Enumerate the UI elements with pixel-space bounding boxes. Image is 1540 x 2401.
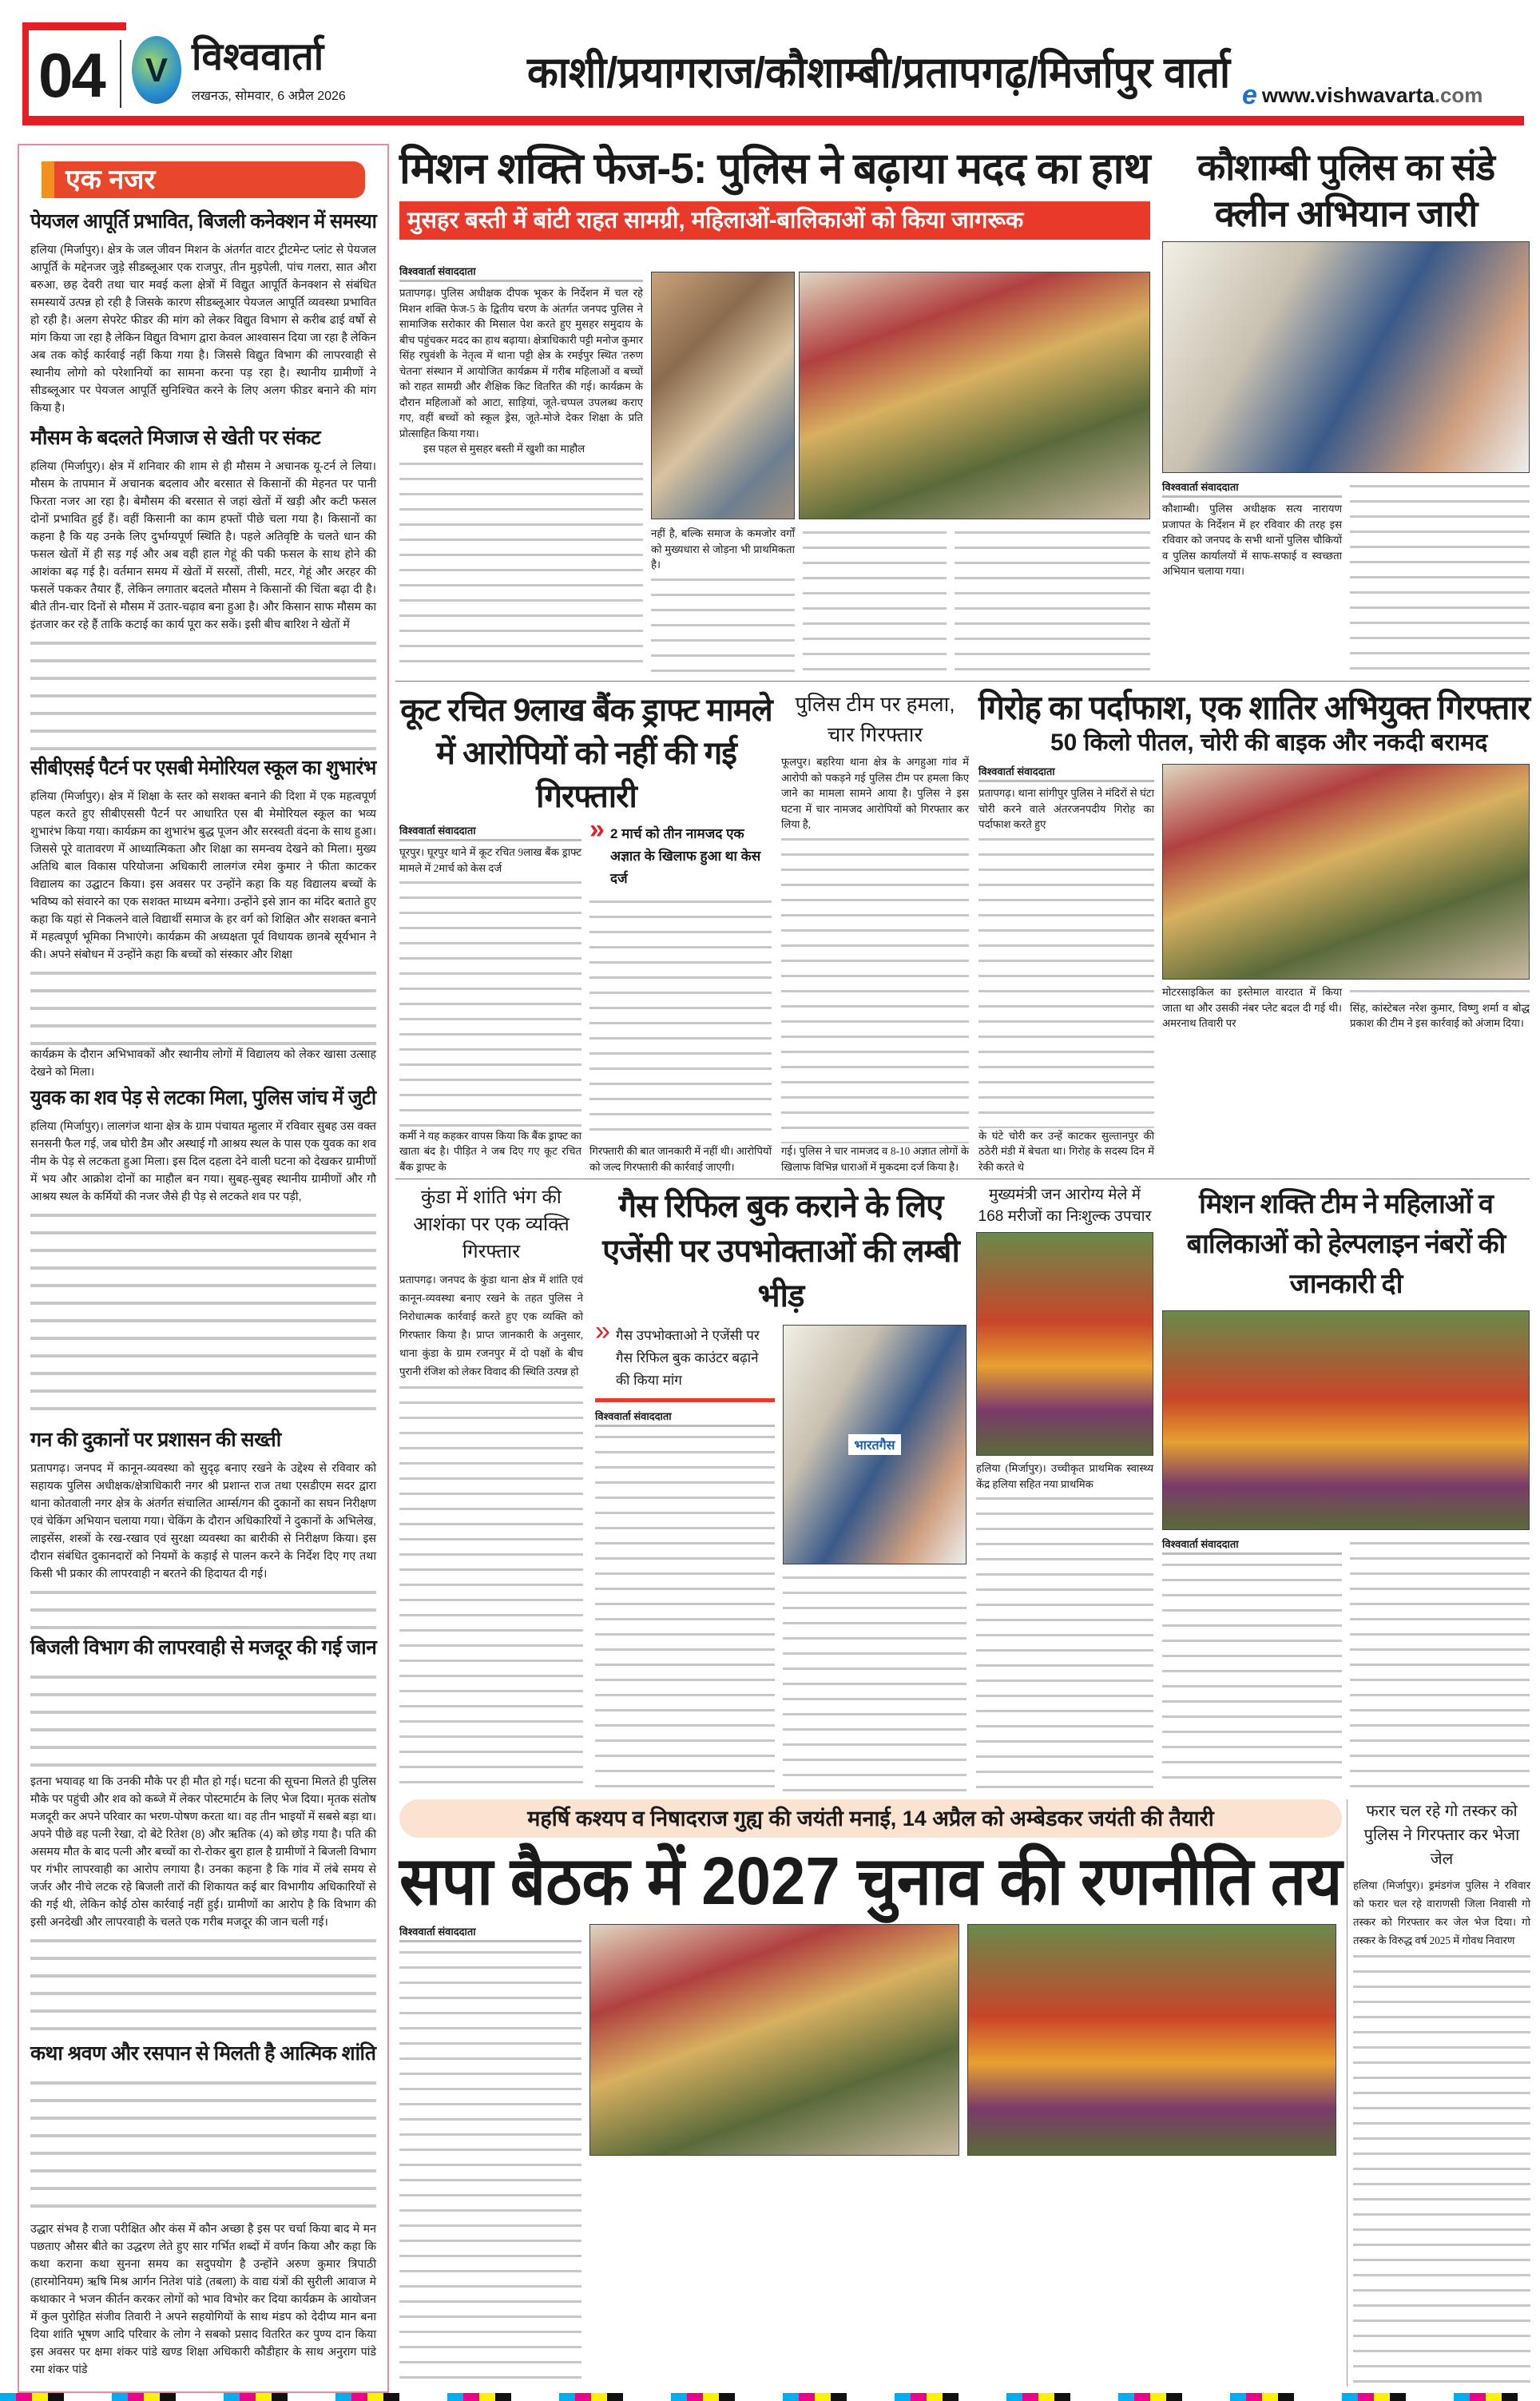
brief-headline: मौसम के बदलते मिजाज से खेती पर संकट — [30, 426, 321, 449]
kaushambi-story — [1162, 144, 1530, 675]
divider — [395, 681, 1530, 682]
brief-body: हलिया (मिर्जापुर)। लालगंज थाना क्षेत्र के ग्राम पंचायत म्हुलार में रविवार सुबह उस वक्त सनसनी फैल गई, जब घोरी डैम और अस्थाई गौ आश्रय स्थल के पास एक युवक का शव नीम के पेड़ से लटकता हुआ मिला। इस दिल दहला देने वाली घटना को देखकर ग्रामीणों में भय और आक्रोश दोनों का माहौल बन गया। सुबह-सुबह स्थानीय ग्रामीणों और गौ आश्रय स्थल के कर्मियों की नजर जैसे ही पेड़ से लटकते शव पर पड़ी, — [30, 1119, 376, 1203]
text-lines — [399, 876, 581, 1128]
text-lines — [30, 965, 376, 1046]
website-link[interactable] — [1242, 80, 1530, 111]
header-frame — [22, 22, 126, 30]
photo-mission-shakti-team — [1162, 1310, 1530, 1530]
byline: विश्ववार्ता संवाददाता — [399, 264, 643, 282]
gang-body-end: मोटरसाइकिल का इस्तेमाल वारदात में किया जाता था और उसकी नंबर प्लेट बदल दी गई थी। अमरनाथ तिवारी पर — [1162, 986, 1342, 1030]
globe-logo-icon: V — [132, 36, 181, 104]
print-registration-marks — [0, 2393, 1540, 2401]
cattle-body: हलिया (मिर्जापुर)। ड्रमंडगंज पुलिस ने रविवार को फरार चल रहे वाराणसी जिला निवासी गो तस्कर को गिरफ्तार कर जेल भेज दिया। गो तस्कर के विरुद्ध वर्ष 2025 में गोवध निवारण — [1353, 1879, 1530, 1946]
attack-headline: पुलिस टीम पर हमला, चार गिरफ्तार — [795, 692, 955, 746]
brief-body: हलिया (मिर्जापुर)। क्षेत्र के जल जीवन मिशन के अंतर्गत वाटर ट्रीटमेन्ट प्लांट से पेयजल आपूर्ति के मद्देनजर जुड़े सीडब्लूआर एक राजपुर, तीन मुड़पेली, पांच गलरा, सात औरा बरुआ, छह देवरी तथा चार मवई कला क्षेत्रों में विद्युत आपूर्ति केनक्शन से संबंधित समस्यायें उत्पन्न हो रही है जिसके कारण सीडब्लूआर पेयजल आपूर्ति व्यवस्था प्रभावित हो रही है। अलग सेपरेट फीडर की मांग को लेकर विद्युत विभाग से करीब ढाई वर्षो से मांग किया जा रहा है लेकिन विद्युत विभाग द्वारा केवल आश्वासन दिया जा रहा है लेकिन अब तक कोई कार्रवाई नहीं किया गया है। जिससे विद्युत विभाग की लापरवाही से स्थानीय लोगो को परेशानियों का सामना करना पड़ रहा है। स्थानीय ग्रामीणों ने सीडब्लूआर पर पेयजल आपूर्ति सुनिश्चित करने के लिए अलग फीडर बनाने की मांग किया है। — [30, 244, 376, 415]
text-lines — [30, 2075, 376, 2220]
news-brief — [30, 751, 376, 1081]
text-lines — [30, 1669, 376, 1773]
brief-body: हलिया (मिर्जापुर)। क्षेत्र में शनिवार की शाम से ही मौसम ने अचानक यू-टर्न ले लिया। मौसम के तापमान में अचानक बदलाव और बरसात से किसानों की मेहनत पर पानी फिरता नजर आ रहा है। बेमौसम की बरसात से जहां खेतों में खड़ी और कटी फसल दोनों प्रभावित हुई हैं। वहीं किसानी का काम हफ्तों पीछे चला गया है। किसानों का कहना है कि यह उनके लिए दुर्भाग्यपूर्ण स्थिति है। पहले अतिवृष्टि के चलते धान की फसल खेतों में ही सड़ गई और अब वही हाल गेहूं की पकी फसल के साथ होने की आशंका बढ़ गई है। वर्तमान समय में खेतों में सरसों, तीसी, मटर, गेहूं और अरहर की फसलें पककर तैयार हैं, लेकिन लगातार बदलते मौसम ने किसानों की चिंता बढ़ा दी है। बीते तीन-चार दिनों से मौसम में उतार-चढ़ाव बना हुआ है। और किसान साफ मौसम का इंतजार कर रहे हैं ताकि कटाई का कार्य पूरा कर सकें। इसी बीच बारिश ने खेतों में — [30, 459, 376, 631]
gang-body-end: सिंह, कांस्टेबल नरेश कुमार, विष्णु शर्मा व बोद्ध प्रकाश की टीम ने इस कार्रवाई को अंजाम दिया। — [1350, 1001, 1530, 1030]
gang-subheadline: 50 किलो पीतल, चोरी की बाइक और नकदी बरामद — [1050, 729, 1488, 757]
pull-quote: » 2 मार्च को तीन नामजद एक अज्ञात के खिलाफ हुआ था केस दर्ज — [589, 823, 772, 890]
sp-story — [399, 1842, 1342, 2389]
text-lines — [803, 526, 947, 671]
brief-headline: सीबीएसई पैटर्न पर एसबी मेमोरियल स्कूल का शुभारंभ — [30, 756, 376, 779]
text-lines — [399, 457, 643, 676]
photo-cleaning-drive — [1162, 241, 1530, 473]
brief-headline: कथा श्रवण और रसपान से मिलती है आत्मिक शांति — [30, 2042, 376, 2065]
text-lines — [589, 895, 772, 1143]
draft-story — [399, 689, 773, 1175]
news-brief — [30, 205, 376, 421]
helpline-headline: मिशन शक्ति टीम ने महिलाओं व बालिकाओं को हेल्पलाइन नंबरों की जानकारी दी — [1186, 1189, 1506, 1299]
news-brief — [30, 1631, 376, 2037]
cattle-story — [1353, 1799, 1530, 2387]
text-lines — [781, 833, 969, 1144]
gang-story — [978, 689, 1530, 1175]
website-domain: www.vishwavarta — [1261, 83, 1435, 107]
text-lines — [30, 419, 376, 421]
byline: विश्ववार्ता संवाददाता — [1162, 479, 1342, 498]
gang-headline: गिरोह का पर्दाफाश, एक शातिर अभियुक्त गिरफ्तार — [978, 689, 1530, 726]
ek-nazar-column — [18, 144, 389, 2393]
camp-headline: मुख्यमंत्री जन आरोग्य मेले में 168 मरीजों का निःशुल्क उपचार — [978, 1187, 1152, 1225]
photo-arrested-accused — [1162, 764, 1530, 980]
text-lines — [1353, 1950, 1530, 2387]
brief-body: इतना भयावह था कि उनकी मौके पर ही मौत हो गई। घटना की सूचना मिलते ही पुलिस मौके पर पहुंची और शव को कब्जे में लेकर पोस्टमार्टम के लिए भेज दिया। मृतक संतोष मजदूरी कर अपने परिवार का भरण-पोषण करता था। वह तीन भाइयों में सबसे बड़ा था। अपने पीछे वह पत्नी रेखा, दो बेटे रितेश (8) और ऋतिक (4) को छोड़ गया है। पति की असमय मौत के बाद पत्नी और बच्चों का रो-रोकर बुरा हाल है ग्रामीणों ने बिजली विभाग पर गंभीर लापरवाही का आरोप लगाया है। उनका कहना है कि गांव में लंबे समय से जर्जर और नीचे लटक रहे बिजली तारों की शिकायत कई बार विभागीय अधिकारियों से की गई थी, लेकिन कोई ठोस कार्रवाई नहीं हुई। ग्रामीणों का आरोप है कि विभाग की इसी अनदेखी और लापरवाही के चलते एक गरीब मजदूर की जान चली गई। — [30, 1775, 376, 1930]
page-number: 04 — [38, 40, 105, 110]
dateline: लखनऊ, सोमवार, 6 अप्रैल 2026 — [192, 89, 346, 103]
brief-body: प्रतापगढ़। जनपद में कानून-व्यवस्था को सुदृढ़ बनाए रखने के उद्देश्य से रविवार को सहायक पुलिस अधीक्षक/क्षेत्राधिकारी नगर श्री प्रशान्त राज तथा एसडीएम सदर द्वारा थाना कोतवाली नगर क्षेत्र के अंतर्गत संचालित आर्म्स/गन की दुकानों का सघन निरीक्षण एवं चेकिंग अभियान चलाया गया। चेकिंग के दौरान अधिकारियों ने दुकानों के अभिलेख, लाइसेंस, शस्त्रों के रख-रखाव एवं सुरक्षा व्यवस्था का बारीकी से निरीक्षण किया। इस दौरान संबंधित दुकानदारों को नियमों के कड़ाई से पालन करने के निर्देश दिए गए तथा किसी भी प्रकार की लापरवाही न बरतने की हिदायत दी गई। — [30, 1461, 376, 1580]
kaushambi-body: कौशाम्बी। पुलिस अधीक्षक सत्य नारायण प्रजापत के निर्देशन में हर रविवार की तरह इस रविवार को जनपद के सभी थानों पुलिस चौकियों व पुलिस कार्यालयों में साफ-सफाई व स्वच्छता अभियान चलाया गया। — [1162, 503, 1342, 577]
photo-gas-agency — [783, 1325, 966, 1564]
kaushambi-headline: कौशाम्बी पुलिस का संडे क्लीन अभियान जारी — [1197, 146, 1495, 234]
kunda-headline: कुंडा में शांति भंग की आशंका पर एक व्यक्ति गिरफ्तार — [413, 1187, 570, 1262]
brief-headline: युवक का शव पेड़ से लटका मिला, पुलिस जांच में जुटी — [30, 1086, 376, 1109]
news-brief — [30, 1081, 376, 1423]
text-lines — [595, 1430, 775, 1791]
text-lines — [399, 1381, 583, 1791]
news-brief — [30, 1423, 376, 1632]
gang-body-end: के घंटे चोरी कर उन्हें काटकर सुल्तानपुर की ठठेरी मंडी में बेचता था। गिरोह के सदस्य दिन में रेकी करते थे — [978, 1129, 1154, 1173]
text-lines — [1350, 1536, 1530, 1791]
lead-body-cont: नहीं है, बल्कि समाज के कमजोर वर्गों को मुख्यधारा से जोड़ना भी प्राथमिकता है। — [651, 527, 795, 570]
sp-headline: सपा बैठक में 2027 चुनाव की रणनीति तय — [399, 1843, 1343, 1918]
cattle-headline: फरार चल रहे गो तस्कर को पुलिस ने गिरफ्तार कर भेजा जेल — [1363, 1803, 1520, 1868]
divider — [120, 40, 121, 108]
text-lines — [1350, 984, 1530, 1000]
website-tld: .com — [1434, 83, 1483, 107]
byline: विश्ववार्ता संवाददाता — [399, 823, 581, 841]
lead-body-cont: इस पहल से मुसहर बस्ती में खुशी का माहौल — [423, 443, 585, 455]
attack-story — [781, 689, 969, 1175]
lead-heading-block — [399, 144, 1150, 240]
brief-body: हलिया (मिर्जापुर)। क्षेत्र में शिक्षा के स्तर को सशक्त बनाने की दिशा में एक महत्वपूर्ण पहल करते हुए सीबीएससी पैटर्न पर आधारित एस बी मेमोरियल स्कूल का भव्य शुभारंभ किया गया। कार्यक्रम का शुभारंभ बुद्ध पूजन और सरस्वती वंदना के साथ हुआ। जिससे पूरे वातावरण में आध्यात्मिकता और शिक्षा का समन्वय देखने को मिला। मुख्य अतिथि बाल विकास परियोजना अधिकारी लालगंज रमेश कुमार ने फीता काटकर विद्यालय का उद्घाटन किया। इस अवसर पर उन्होंने कहा कि यह विद्यालय बच्चों के भविष्य को संवारने का एक सशक्त माध्यम बनेगा। उन्होंने इसे ज्ञान का मंदिर बताते हुए कहा कि यहां से निकलने वाले विद्यार्थी समाज के हर वर्ग को शिक्षित और सशक्त बनाने में महत्वपूर्ण भूमिका निभाएंगे। कार्यक्रम की अध्यक्षता पूर्व विधायक छानबे सूर्यभान ने की। अपने संबोधन में उन्होंने कहा कि बच्चों को संस्कार और शिक्षा — [30, 789, 376, 961]
draft-body-end: कर्मी ने यह कहकर वापस किया कि बैंक ड्राफ्ट का खाता बंद है। पीड़ित ने जब दिए गए कूट रचित बैंक ड्राफ्ट के — [399, 1129, 581, 1173]
text-lines — [30, 635, 376, 751]
camp-story — [976, 1184, 1153, 1791]
text-lines — [30, 1584, 376, 1632]
news-brief — [30, 421, 376, 751]
byline: विश्ववार्ता संवाददाता — [978, 764, 1154, 782]
text-lines — [30, 1933, 376, 2037]
byline: विश्ववार्ता संवाददाता — [595, 1409, 775, 1427]
brief-headline: बिजली विभाग की लापरवाही से मजदूर की गई जान — [30, 1636, 377, 1660]
brief-body-end: कार्यक्रम के दौरान अभिभावकों और स्थानीय लोगों में विद्यालय को लेकर खासा उत्साह देखने को मिला। — [30, 1047, 376, 1079]
text-lines — [1350, 479, 1530, 675]
news-brief — [30, 2037, 376, 2379]
byline: विश्ववार्ता संवाददाता — [1162, 1536, 1342, 1555]
photo-health-camp — [976, 1232, 1153, 1456]
text-lines — [783, 1571, 966, 1791]
divider — [1347, 1799, 1348, 2387]
lead-subheadline: मुसहर बस्ती में बांटी राहत सामग्री, महिलाओं-बालिकाओं को किया जागरूक — [407, 208, 1024, 234]
banner-block — [399, 1799, 1342, 1838]
text-lines — [978, 833, 1154, 1128]
brief-headline: गन की दुकानों पर प्रशासन की सख्ती — [30, 1428, 281, 1451]
brief-body: उद्धार संभव है राजा परीक्षित और कंस में कौन अच्छा है इस पर चर्चा किया बाद मे मन पछताए औसर बीते का उद्धरण लेते हुए सार गर्भित शब्दों में वर्णन किया और कहा कि कथा कराना कथा सुनना समय का सदुपयोग है उन्होंने अरुण कुमार त्रिपाठी (हारमोनियम) ऋषि मिश्र आर्गन नितेश पांडे (तबला) के वाद्य यंत्रों की सुरीली आवाज मे कथाकार ने भजन कीर्तन करकर लोगों को भाव विभोर कर दिया कार्यक्रम के आयोजन में कुल पुरोहित संजीव तिवारी ने अपने सहयोगियों के साथ मंडप को देदीप्य मान बना दिया शांति भूषण आदि परिवार के लोग ने सबको प्रसाद वितरित कर पुण्य दान किया इस अवसर पर क्षमा शंकर पांडे खण्ड शिक्षा अधिकारी कौडीहार के साथ अनुराग पांडे रमा शंकर पांडे — [30, 2223, 376, 2376]
gas-headline: गैस रिफिल बुक कराने के लिए एजेंसी पर उपभोक्ताओं की लम्बी भीड़ — [602, 1189, 959, 1314]
gang-body: प्रतापगढ़। थाना सांगीपुर पुलिस ने मंदिरों से घंटा चोरी करने वाले अंतरजनपदीय गिरोह का पर्दाफाश करते हुए — [978, 787, 1154, 831]
camp-body: हलिया (मिर्जापुर)। उच्चीकृत प्राथमिक स्वास्थ्य केंद्र हलिया सहित नया प्राथमिक — [976, 1462, 1153, 1490]
draft-body: घूरपुर। घूरपुर थाने में कूट रचित 9लाख बैंक ड्राफ्ट मामले में 2मार्च को केस दर्ज — [399, 846, 581, 874]
text-lines — [1162, 1558, 1342, 1791]
helpline-story — [1162, 1184, 1530, 1791]
lead-headline: मिशन शक्ति फेज-5: पुलिस ने बढ़ाया मदद का हाथ — [399, 145, 1150, 193]
photo-police-distribution — [651, 272, 795, 519]
agency-sign: भारतगैस — [848, 1434, 902, 1455]
lead-column — [399, 264, 643, 675]
byline: विश्ववार्ता संवाददाता — [399, 1924, 581, 1942]
gas-story — [595, 1184, 966, 1791]
browser-e-icon: e — [1242, 80, 1257, 110]
text-lines — [399, 1946, 581, 2389]
text-lines — [30, 1207, 376, 1423]
text-lines — [651, 573, 795, 674]
divider — [595, 1398, 775, 1402]
banner-headline: महर्षि कश्यप व निषादराज गुह्य की जयंती मनाई, 14 अप्रैल को अम्बेडकर जयंती की तैयारी — [527, 1807, 1214, 1831]
text-lines — [955, 526, 1150, 671]
ek-nazar-label: एक नजर — [42, 161, 365, 198]
lead-column — [651, 526, 795, 674]
text-lines — [976, 1492, 1153, 1791]
header-rule — [22, 116, 1524, 125]
attack-body: फूलपुर। बहरिया थाना क्षेत्र के अगहुआ गांव में आरोपी को पकड़ने गई पुलिस टीम पर हमला किए जाने का मामला सामने आया है। पुलिस ने इस घटना में चार नामजद आरोपियों को गिरफ्तार कर लिया है, — [781, 756, 969, 830]
masthead-title: विश्ववार्ता — [192, 36, 324, 78]
kunda-story — [399, 1184, 583, 1791]
header-frame — [22, 22, 29, 122]
draft-headline: कूट रचित 9लाख बैंक ड्राफ्ट मामले में आरोपियों को नहीं की गई गिरफ्तारी — [400, 693, 772, 814]
lead-subheadline-bar — [399, 201, 1150, 240]
kunda-body: प्रतापगढ़। जनपद के कुंडा थाना क्षेत्र में शांति एवं कानून-व्यवस्था बनाए रखने के तहत पुलिस ने निरोधात्मक कार्रवाई करते हुए एक व्यक्ति को गिरफ्तार किया है। प्राप्त जानकारी के अनुसार, थाना कुंडा के ग्राम रजनपुर में दो पक्षों के बीच पुरानी रंजिश को लेकर विवाद की स्थिति उत्पन्न हो — [399, 1274, 583, 1377]
section-title: काशी/प्रयागराज/कौशाम्बी/प्रतापगढ़/मिर्जापुर वार्ता — [527, 49, 1231, 97]
lead-body: प्रतापगढ़। पुलिस अधीक्षक दीपक भूकर के निर्देशन में चल रहे मिशन शक्ति फेज-5 के द्वितीय चरण के अंतर्गत जनपद पुलिस ने सामाजिक सरोकार की मिसाल पेश करते हुए मुसहर समुदाय के बीच पहुंचकर मदद का हाथ बढ़ाया। क्षेत्राधिकारी पट्टी मनोज कुमार सिंह रघुवंशी के नेतृत्व में थाना पट्टी क्षेत्र के रमईपुर स्थित 'तरुण चेतना' संस्थान में आयोजित कार्यक्रम में गरीब महिलाओं व बच्चों को राहत सामग्री और शैक्षिक किट वितरित की गई। कार्यक्रम के दौरान महिलाओं को आटा, साड़ियां, जूते-चप्पल उपलब्ध कराए गए, वहीं बच्चों को स्कूल ड्रेस, जूते-मोजे देकर शिक्षा के प्रति प्रोत्साहित किया गया। — [399, 287, 643, 439]
photo-sp-workers — [967, 1924, 1337, 2156]
attack-body-end: गई। पुलिस ने चार नामजद व 8-10 अज्ञात लोगों के खिलाफ विभिन्न धाराओं में मुकदमा दर्ज किया है। — [781, 1145, 969, 1173]
photo-police-officers — [799, 272, 1150, 519]
photo-sp-meeting — [589, 1924, 959, 2156]
pull-quote: » गैस उपभोक्ताओ ने एजेंसी पर गैस रिफिल बुक काउंटर बढ़ाने की किया मांग — [595, 1325, 775, 1392]
brief-headline: पेयजल आपूर्ति प्रभावित, बिजली कनेक्शन में समस्या — [30, 210, 377, 233]
draft-body-end: गिरफ्तारी की बात जानकारी में नहीं थी। आरोपियों को जल्द गिरफ्तारी की कार्रवाई जाएगी। — [589, 1145, 772, 1173]
